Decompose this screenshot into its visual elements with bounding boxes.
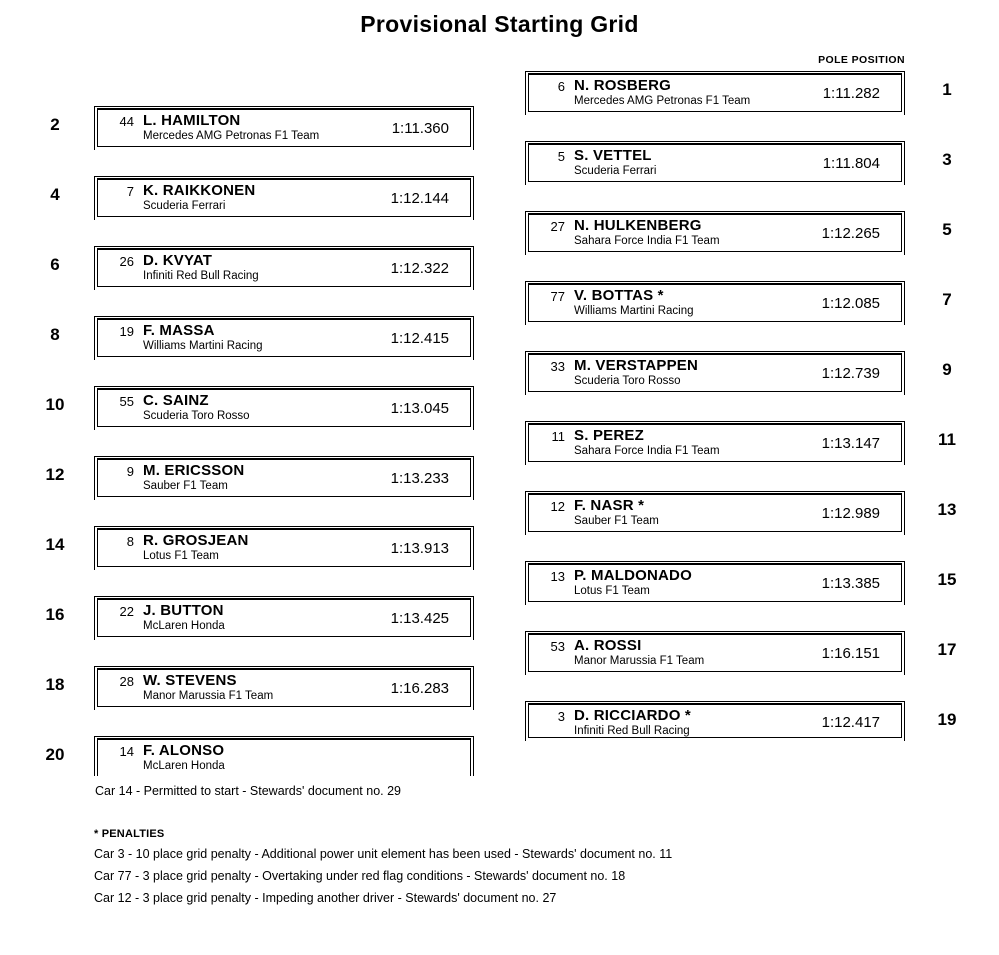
team-name: McLaren Honda xyxy=(143,620,225,632)
grid-slot-inner xyxy=(97,528,471,567)
driver-name: W. STEVENS xyxy=(143,672,237,689)
grid-slot-box xyxy=(94,176,474,220)
driver-name: F. MASSA xyxy=(143,322,215,339)
grid-slot-inner xyxy=(97,318,471,357)
grid-slot-inner xyxy=(97,458,471,497)
grid-slot-inner xyxy=(528,563,902,602)
car-number: 19 xyxy=(119,324,134,339)
driver-block xyxy=(143,742,449,773)
team-name: Sahara Force India F1 Team xyxy=(574,235,720,247)
penalty-line: Car 12 - 3 place grid penalty - Impeding another driver - Stewards' document no. 27 xyxy=(94,891,557,905)
driver-name: M. VERSTAPPEN xyxy=(574,357,699,374)
team-name: Mercedes AMG Petronas F1 Team xyxy=(574,95,751,107)
driver-name: F. ALONSO xyxy=(143,742,225,759)
driver-name: S. PEREZ xyxy=(574,427,644,444)
car-number: 26 xyxy=(119,254,134,269)
driver-name: F. NASR * xyxy=(574,497,645,514)
grid-slot-inner xyxy=(97,738,471,776)
qualifying-time: 1:16.151 xyxy=(821,644,880,662)
driver-block xyxy=(143,252,391,283)
grid-slot-inner xyxy=(97,178,471,217)
driver-block xyxy=(574,637,822,668)
team-name: Mercedes AMG Petronas F1 Team xyxy=(143,130,320,142)
driver-block xyxy=(574,147,823,178)
grid-slot-inner xyxy=(528,493,902,532)
grid-slot-box xyxy=(525,141,905,185)
team-name: Manor Marussia F1 Team xyxy=(143,690,274,702)
car-number: 22 xyxy=(119,604,134,619)
grid-slot-box xyxy=(94,526,474,570)
car-number: 27 xyxy=(550,219,565,234)
grid-slot-box xyxy=(94,106,474,150)
team-name: Williams Martini Racing xyxy=(574,305,694,317)
grid-position-number: 11 xyxy=(938,430,956,449)
car-number: 33 xyxy=(550,359,565,374)
qualifying-time: 1:11.804 xyxy=(822,154,880,172)
car-number: 28 xyxy=(119,674,134,689)
qualifying-time: 1:12.417 xyxy=(821,714,880,731)
driver-name: D. RICCIARDO * xyxy=(574,707,691,724)
grid-position-number: 14 xyxy=(45,535,65,554)
team-name: Sauber F1 Team xyxy=(143,480,228,492)
driver-name: R. GROSJEAN xyxy=(143,532,249,549)
grid-position-number: 6 xyxy=(50,255,60,274)
driver-name: N. ROSBERG xyxy=(574,77,672,94)
qualifying-time: 1:16.283 xyxy=(390,679,449,697)
grid-slot-box xyxy=(525,211,905,255)
qualifying-time: 1:13.045 xyxy=(390,399,449,417)
grid-position-number: 1 xyxy=(942,80,952,99)
car-number: 13 xyxy=(550,569,565,584)
team-name: Infiniti Red Bull Racing xyxy=(143,270,259,282)
qualifying-time: 1:13.147 xyxy=(821,434,880,452)
driver-name: L. HAMILTON xyxy=(143,112,241,129)
grid-slot-box xyxy=(94,456,474,500)
team-name: Lotus F1 Team xyxy=(143,550,219,562)
grid-position-number: 3 xyxy=(942,150,952,169)
qualifying-time: 1:12.144 xyxy=(390,189,449,207)
qualifying-time: 1:13.385 xyxy=(821,574,880,592)
qualifying-time: 1:11.282 xyxy=(822,84,880,102)
grid-position-number: 19 xyxy=(937,710,957,729)
team-name: Scuderia Toro Rosso xyxy=(143,410,250,422)
driver-name: S. VETTEL xyxy=(574,147,652,164)
grid-position-number: 18 xyxy=(45,675,65,694)
qualifying-time: 1:12.265 xyxy=(821,224,880,242)
grid-slot-inner xyxy=(97,598,471,637)
grid-position-number: 20 xyxy=(45,745,65,764)
driver-name: K. RAIKKONEN xyxy=(143,182,256,199)
grid-slot-inner xyxy=(528,423,902,462)
grid-position-number: 15 xyxy=(937,570,957,589)
driver-name: A. ROSSI xyxy=(574,637,642,654)
car-number: 5 xyxy=(557,149,565,164)
driver-name: V. BOTTAS * xyxy=(574,287,664,304)
car-number: 12 xyxy=(550,499,565,514)
grid-slot-inner xyxy=(97,248,471,287)
grid-slot-inner xyxy=(528,283,902,322)
driver-name: C. SAINZ xyxy=(143,392,209,409)
car-number: 11 xyxy=(551,429,565,444)
grid-slot-box xyxy=(94,246,474,290)
grid-slot-box xyxy=(525,491,905,535)
car-number: 53 xyxy=(550,639,565,654)
driver-block xyxy=(574,217,822,248)
grid-slot-inner xyxy=(97,108,471,147)
team-name: Scuderia Ferrari xyxy=(143,200,226,212)
permitted-note: Car 14 - Permitted to start - Stewards' document no. 29 xyxy=(95,784,401,798)
driver-name: J. BUTTON xyxy=(143,602,224,619)
driver-block xyxy=(574,707,822,738)
driver-block xyxy=(574,287,822,318)
grid-position-number: 5 xyxy=(942,220,952,239)
grid-position-number: 13 xyxy=(937,500,957,519)
grid-slot-inner xyxy=(528,703,902,738)
car-number: 44 xyxy=(119,114,134,129)
grid-position-number: 7 xyxy=(942,290,952,309)
grid-slot-box xyxy=(525,351,905,395)
driver-block xyxy=(574,497,822,528)
driver-name: D. KVYAT xyxy=(143,252,213,269)
driver-block xyxy=(574,77,823,108)
qualifying-time: 1:12.322 xyxy=(390,259,449,277)
grid-position-number: 10 xyxy=(45,395,65,414)
team-name: McLaren Honda xyxy=(143,760,225,772)
penalties-heading: * PENALTIES xyxy=(94,828,165,840)
penalty-line: Car 3 - 10 place grid penalty - Additional power unit element has been used - Stewards' document no. 11 xyxy=(94,847,673,861)
qualifying-time: 1:12.739 xyxy=(821,364,880,382)
penalties-list xyxy=(94,847,672,913)
car-number: 6 xyxy=(557,79,565,94)
grid-slot-inner xyxy=(528,353,902,392)
grid-slot-box xyxy=(94,596,474,640)
grid-position-number: 8 xyxy=(50,325,60,344)
qualifying-time: 1:13.233 xyxy=(390,469,449,487)
grid-slot-box xyxy=(94,386,474,430)
team-name: Sauber F1 Team xyxy=(574,515,659,527)
penalty-line: Car 77 - 3 place grid penalty - Overtaking under red flag conditions - Stewards' document no. 18 xyxy=(94,869,626,883)
grid-position-number: 16 xyxy=(45,605,65,624)
car-number: 7 xyxy=(126,184,134,199)
driver-name: P. MALDONADO xyxy=(574,567,692,584)
grid-slot-box xyxy=(94,736,474,776)
team-name: Williams Martini Racing xyxy=(143,340,263,352)
grid-slot-box xyxy=(94,666,474,710)
team-name: Lotus F1 Team xyxy=(574,585,650,597)
driver-name: N. HULKENBERG xyxy=(574,217,702,234)
grid-position-number: 17 xyxy=(937,640,957,659)
grid-slot-box xyxy=(525,631,905,675)
grid-slot-box xyxy=(525,281,905,325)
grid-slot-inner xyxy=(528,213,902,252)
grid-position-number: 12 xyxy=(45,465,65,484)
grid-slot-box xyxy=(525,701,905,741)
driver-block xyxy=(143,532,391,563)
qualifying-time: 1:12.415 xyxy=(390,329,449,347)
driver-block xyxy=(143,182,391,213)
grid-slot-box xyxy=(94,316,474,360)
qualifying-time: 1:13.913 xyxy=(390,539,449,557)
grid-slot-box xyxy=(525,561,905,605)
driver-block xyxy=(143,672,391,703)
driver-block xyxy=(143,112,392,143)
grid-slot-box xyxy=(525,71,905,115)
car-number: 55 xyxy=(119,394,134,409)
driver-block xyxy=(143,602,391,633)
team-name: Scuderia Toro Rosso xyxy=(574,375,681,387)
grid-slot-inner xyxy=(528,143,902,182)
car-number: 14 xyxy=(119,744,134,759)
grid-slot-inner xyxy=(97,668,471,707)
grid-slot-inner xyxy=(528,633,902,672)
team-name: Manor Marussia F1 Team xyxy=(574,655,705,667)
driver-block xyxy=(574,427,822,458)
driver-name: M. ERICSSON xyxy=(143,462,245,479)
grid-slot-inner xyxy=(528,73,902,112)
grid-position-number: 4 xyxy=(50,185,60,204)
grid-position-number: 2 xyxy=(50,115,60,134)
team-name: Infiniti Red Bull Racing xyxy=(574,725,690,737)
car-number: 77 xyxy=(550,289,565,304)
team-name: Sahara Force India F1 Team xyxy=(574,445,720,457)
driver-block xyxy=(143,392,391,423)
qualifying-time: 1:12.085 xyxy=(821,294,880,312)
qualifying-time: 1:13.425 xyxy=(390,609,449,627)
car-number: 9 xyxy=(126,464,134,479)
grid-position-number: 9 xyxy=(942,360,952,379)
pole-position-label: POLE POSITION xyxy=(818,54,905,66)
driver-block xyxy=(574,357,822,388)
page-title: Provisional Starting Grid xyxy=(360,11,639,37)
driver-block xyxy=(574,567,822,598)
driver-block xyxy=(143,322,391,353)
grid-slot-inner xyxy=(97,388,471,427)
qualifying-time: 1:12.989 xyxy=(821,504,880,522)
driver-block xyxy=(143,462,391,493)
car-number: 8 xyxy=(126,534,134,549)
car-number: 3 xyxy=(557,709,565,724)
qualifying-time: 1:11.360 xyxy=(391,119,449,137)
team-name: Scuderia Ferrari xyxy=(574,165,657,177)
grid-slot-box xyxy=(525,421,905,465)
